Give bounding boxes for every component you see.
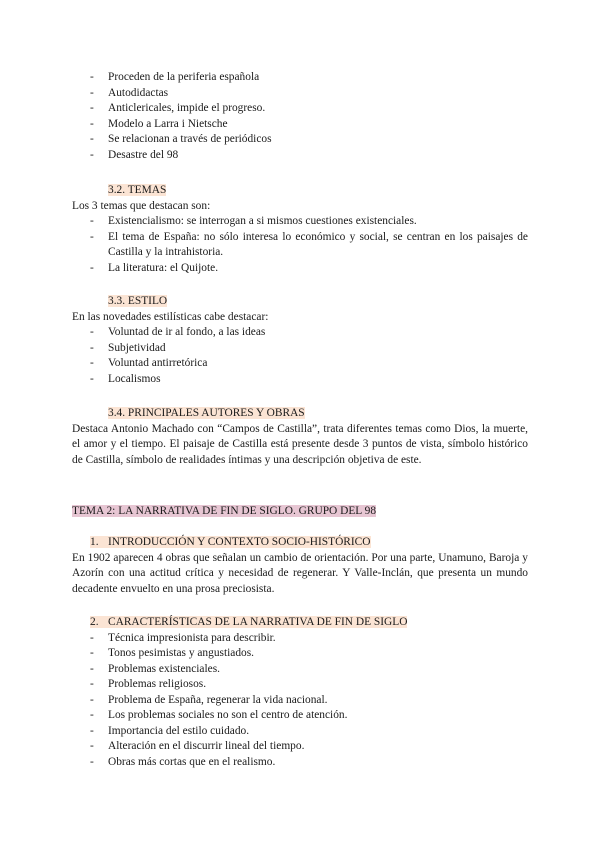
list-item: - Técnica impresionista para describir. [72, 631, 528, 647]
section-number: 2. [90, 616, 99, 628]
autores-heading: 3.4. PRINCIPALES AUTORES Y OBRAS [108, 407, 305, 419]
list-item: - Problema de España, regenerar la vida nacional. [72, 693, 528, 709]
autores-section [72, 406, 528, 468]
list-item: - Alteración en el discurrir lineal del tiempo. [72, 739, 528, 755]
list-item: - Tonos pesimistas y angustiados. [72, 646, 528, 662]
list-item: - Modelo a Larra i Nietsche [72, 117, 528, 133]
estilo-list [72, 325, 528, 387]
estilo-section [72, 294, 528, 387]
estilo-heading: 3.3. ESTILO [108, 295, 168, 307]
caracteristicas-list [72, 631, 528, 771]
list-item: - Anticlericales, impide el progreso. [72, 101, 528, 117]
list-item: - Existencialismo: se interrogan a si mismos cuestiones existenciales. [72, 214, 528, 230]
autores-paragraph: Destaca Antonio Machado con “Campos de Castilla”, trata diferentes temas como Dios, la muerte, el amor y el tiempo. El paisaje de Castilla está presente desde 3 puntos de vista, símbolo histórico de Castilla, símbolo de realidades íntimas y una descripción objetiva de este. [72, 422, 528, 466]
list-item: - Desastre del 98 [72, 148, 528, 164]
list-item: - Subjetividad [72, 341, 528, 357]
tema2-section [72, 504, 528, 520]
tema2-title: TEMA 2: LA NARRATIVA DE FIN DE SIGLO. GRUPO DEL 98 [72, 505, 377, 517]
list-item: - Problemas religiosos. [72, 677, 528, 693]
introduccion-section [72, 535, 528, 597]
list-item: - Obras más cortas que en el realismo. [72, 755, 528, 771]
estilo-intro: En las novedades estilísticas cabe destacar: [72, 310, 269, 323]
list-item: - El tema de España: no sólo interesa lo económico y social, se centran en los paisajes de Castilla y la intrahistoria. [72, 230, 528, 261]
temas-heading: 3.2. TEMAS [108, 184, 167, 196]
section-number: 1. [90, 536, 99, 548]
caracteristicas-section [72, 615, 528, 770]
list-item: - Localismos [72, 372, 528, 388]
list-item: - Voluntad de ir al fondo, a las ideas [72, 325, 528, 341]
temas-section [72, 183, 528, 276]
intro-list [72, 70, 528, 163]
list-item: - Proceden de la periferia española [72, 70, 528, 86]
list-item: - Se relacionan a través de periódicos [72, 132, 528, 148]
list-item: - Los problemas sociales no son el centro de atención. [72, 708, 528, 724]
list-item: - La literatura: el Quijote. [72, 261, 528, 277]
list-item: - Voluntad antirretórica [72, 356, 528, 372]
temas-list [72, 214, 528, 276]
introduccion-paragraph: En 1902 aparecen 4 obras que señalan un cambio de orientación. Por una parte, Unamuno, Baroja y Azorín con una actitud crítica y necesidad de regenerar. Y Valle-Inclán, que presenta un mundo decadente envuelto en una prosa preciosista. [72, 551, 528, 595]
list-item: - Autodidactas [72, 86, 528, 102]
temas-intro: Los 3 temas que destacan son: [72, 199, 211, 212]
caracteristicas-heading: CARACTERÍSTICAS DE LA NARRATIVA DE FIN DE SIGLO [108, 616, 408, 628]
intro-section [72, 70, 528, 163]
list-item: - Importancia del estilo cuidado. [72, 724, 528, 740]
introduccion-heading: INTRODUCCIÓN Y CONTEXTO SOCIO-HISTÓRICO [108, 536, 371, 548]
list-item: - Problemas existenciales. [72, 662, 528, 678]
